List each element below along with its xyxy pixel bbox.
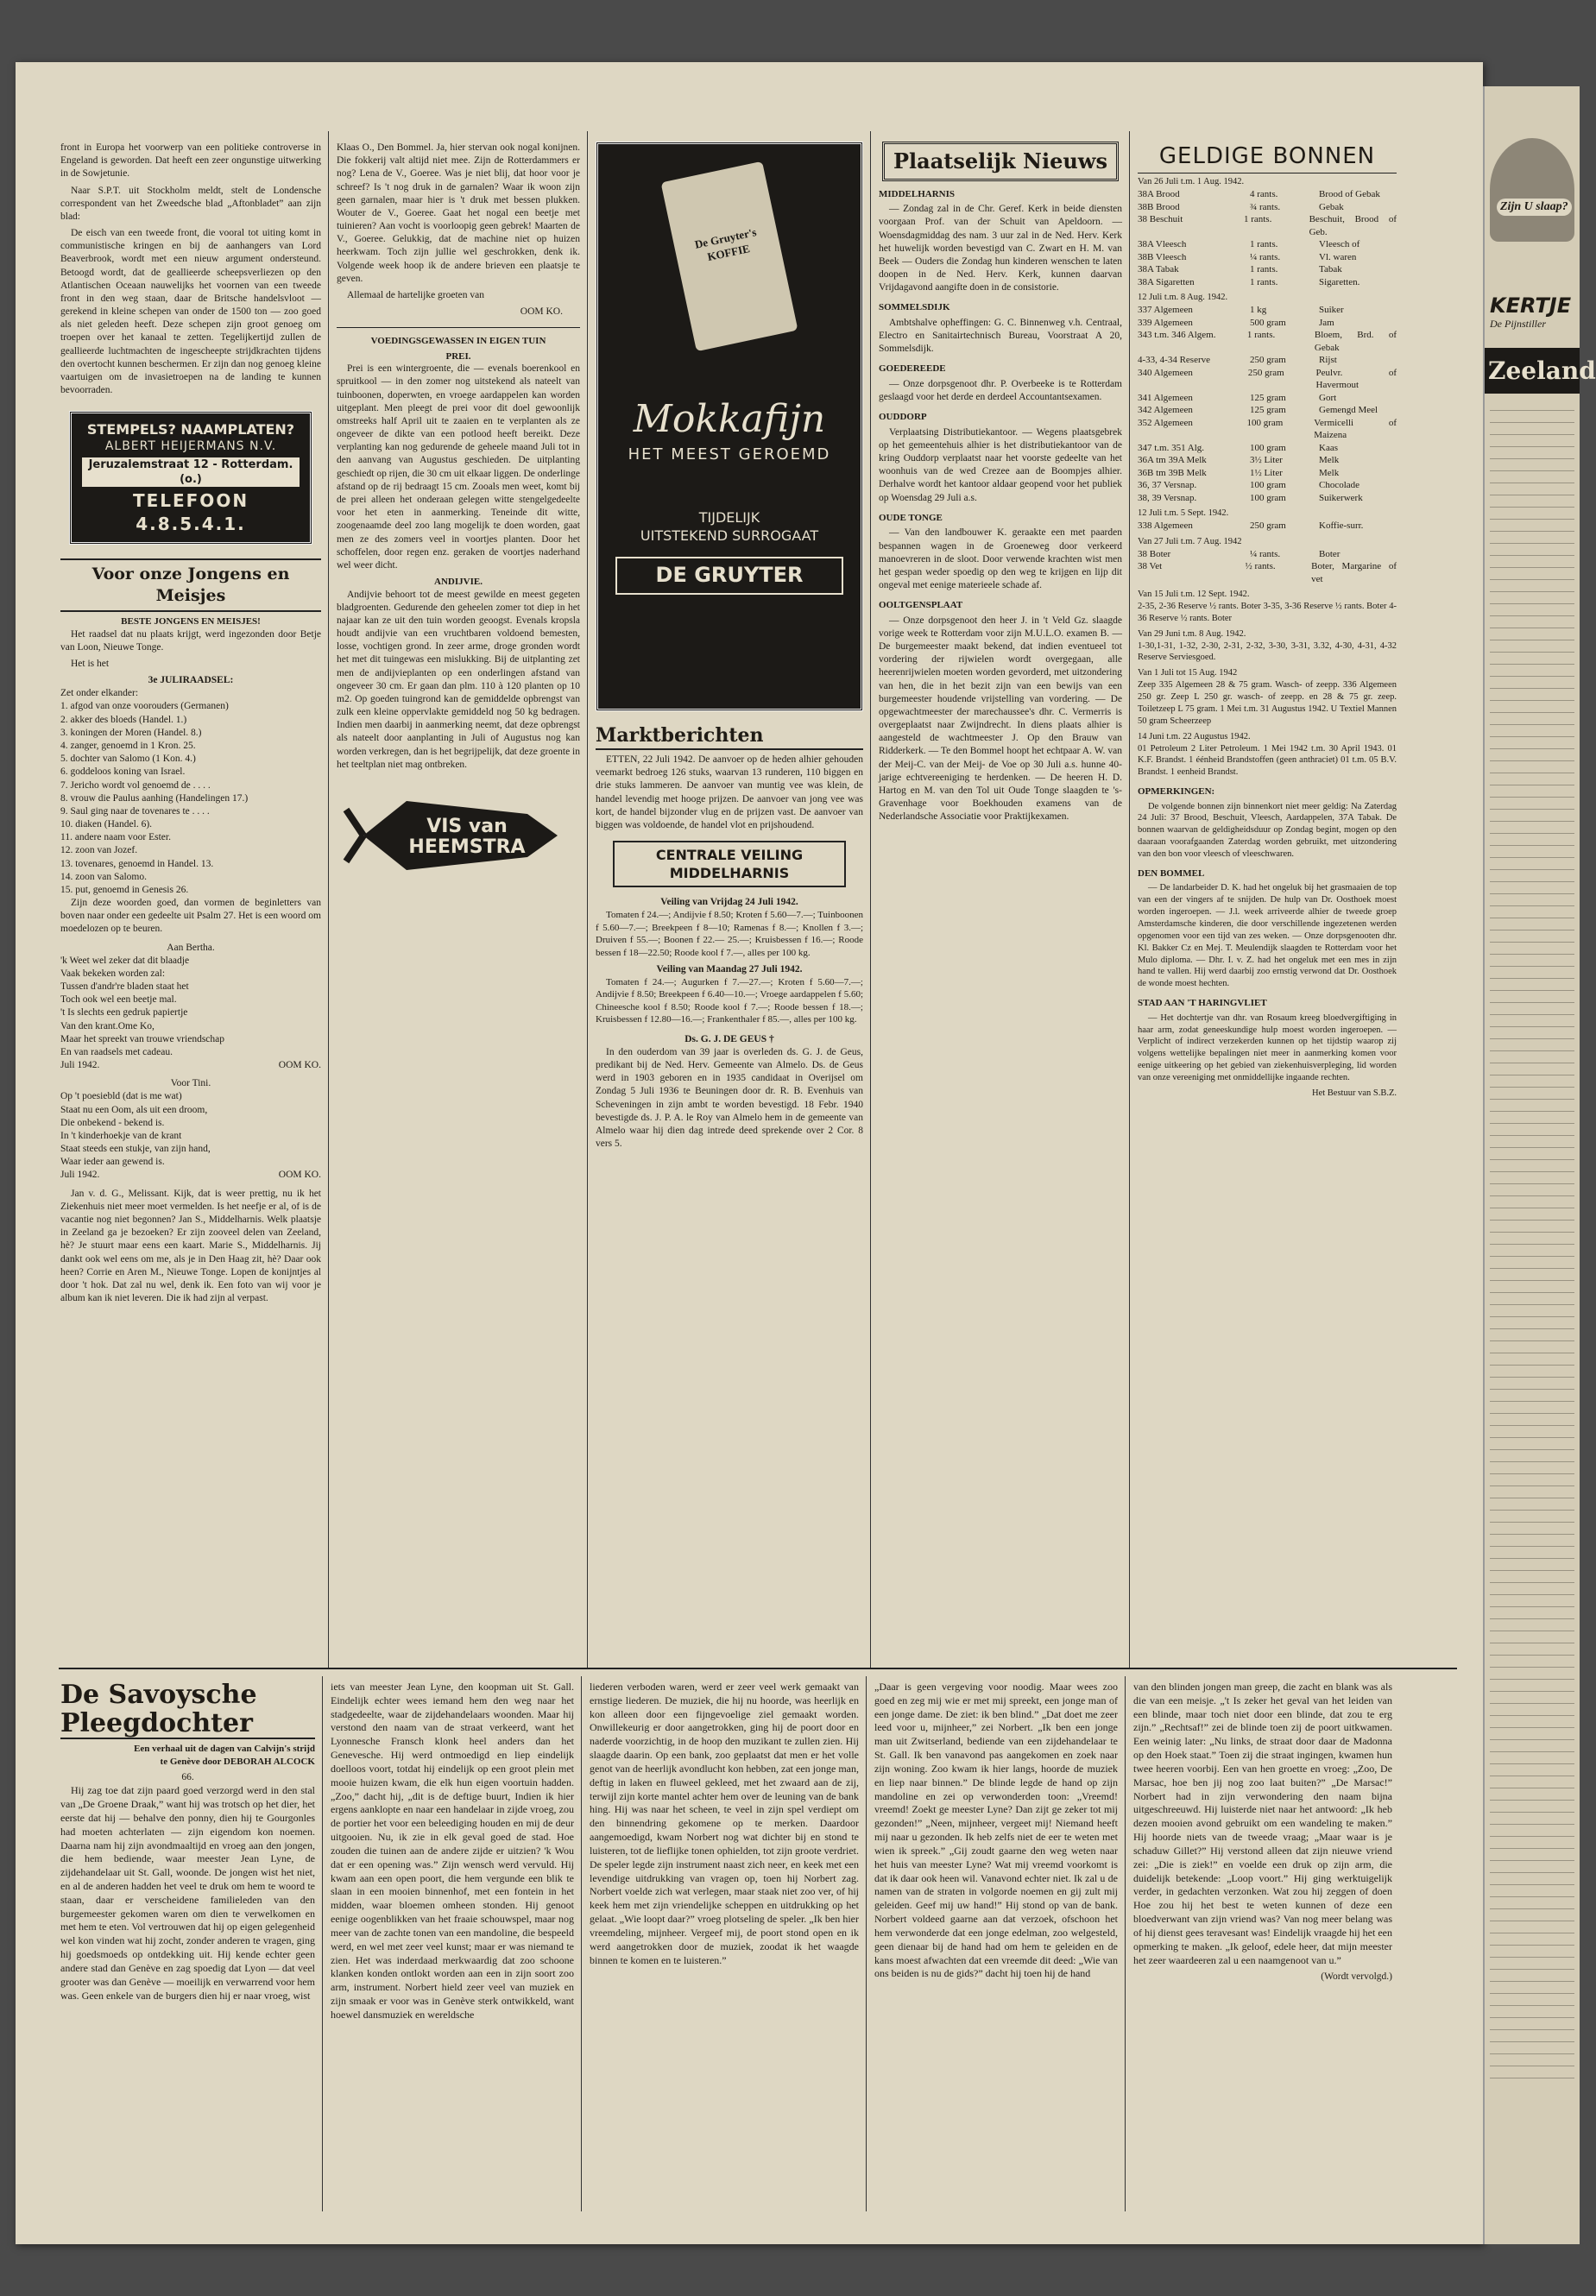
coupon-row — [1138, 454, 1397, 467]
coupon-product: Gebak — [1319, 201, 1344, 212]
coupon-code: 340 Algemeen — [1138, 367, 1193, 378]
coupon-text: 2-35, 2-36 Reserve ½ rants. Boter 3-35, 3-36 Reserve ½ rants. Boter 4-36 Reserve ½ rants. Boter — [1138, 602, 1397, 623]
column-rule — [587, 131, 588, 1668]
column-rule — [866, 1676, 867, 2211]
article-text: De volgende bonnen zijn binnenkort niet meer geldig: Na Zaterdag 24 Juli: 37 Brood, Beschuit, Vleesch, Aardappelen, 37A Tabak. De bonnen waarvan de geldigheidsduur op Zondag begint, mogen op den daaraan voorafgaanden Zaterdag worden gebruikt, met uitzondering van den bon voor vleesch of vleeschwaren. — [1138, 801, 1397, 860]
letters-text: Jan v. d. G., Melissant. Kijk, dat is weer prettig, nu ik het Ziekenhuis niet meer moet vermelden. Is het neefje er al, of is de vacantie nog niet begonnen? Jan S., Middelharnis. Welk plaatsje in Zeeland ga je bezoeken? Er zijn zooveel delen van Zeeland, hè? Je stuurt maar eens een kaart. Marie S., Middelharnis. Jij dankt ook wel eens om me, als je in Den Haag zit, hè? Daar ook heen? Corrie en Aren M., Nieuwe Tonge. Lopen de konijntjes al door 't hok. Dat zal nu wel, denk ik. Een foto van wij voor je album kan ik niet leveren. Die ik had zijn al verpast. — [60, 1188, 321, 1304]
subsection-heading: ANDIJVIE. — [434, 577, 483, 588]
serial-text: iets van meester Jean Lyne, den koopman uit St. Gall. Eindelijk echter wees iemand hem den weg naar het stadgedeelte, waar de zijdehandelaars woonden. Maar hij verstond den naam van de straat verkeerd, want het Lyonnesche Fransch klonk heel anders dan het Genevesche. Hij werd ontmoedigd en liep eindelijk doelloos voort, totdat hij eindelijk op een groot plein met mooie huizen kwam, die elk hun eigen voortuin hadden. „Zoo,” dacht hij, „dit is de deftige buurt, Indien ik hier ergens aanklopte en naar een handelaar in zijde vroeg, zou de portier het voor een beleediging houden en mij de deur uitgooien. Nu, ik zie in elk geval goed de stad. Hoe zouden die tuinen aan de andere zijde er uitzien? 'k Wou dat er een opening was.” Zijn wensch werd vervuld. Hij kwam aan een open poort, die hem vergunde een blik te slaan in een mooien binnenhof, met een fontein in het midden, waar bloemen omheen stonden. Hij genoot eenige oogenblikken van het fraaie schouwspel, maar nog meer van de zachte tonen van een mandoline, die bespeeld werd, en wel met zeer veel kunst; maar er was niemand te zien. Het was inderdaad merkwaardig dat zoo schoone klanken konden ontlokt worden aan een in zijn soort zoo arm, instrument. Norbert hield zeer veel van muziek en zijn smaak er voor was in Genève sterk ontwikkeld, want hoewel dansmuziek en wereldsche — [331, 1681, 574, 2021]
ad-tagline: De Pijnstiller — [1490, 318, 1546, 330]
article-text: Prei is een wintergroente, die — evenals boerenkool en spruitkool — in den zomer nog uitstekend als nateelt van tuinboonen, doperwten, en vroege aardappelen kan worden uitgeplant. Men pleegt de prei voor dit doel gewoonlijk omstreeks half April uit te zaaien en te verplanten als ze ongeveer de dikte van een potlood heeft bereikt. Deze verplanting kan nog gedurende de geheele maand Juli tot in den aanvang van Augustus geschieden. De uitplanting geschiedt op rijen, die 30 cm uit elkaar liggen. De onderlinge afstand op de rij bedraagt 15 cm. Zooals men weet, komt bij de prei alleen het onderaan gelegen witte stengelgedeelte voor het eten in aanmerking. Teneinde dit witte, zoogenaamde deel zoo lang mogelijk te doen worden, gaat men ze des zomers veel in voortjes planten. Door het schoffelen, door regen enz. geraken de voortjes naderhand wel weer dicht. — [337, 363, 580, 571]
coupon-code: 38 Boter — [1138, 548, 1171, 559]
article-text: Naar S.P.T. uit Stockholm meldt, stelt de Londensche correspondent van het Zweedsche blad „Aftonbladet” aan zijn blad: — [60, 185, 321, 222]
coupon-code: 343 t.m. 346 Algem. — [1138, 330, 1216, 341]
period-heading: Van 27 Juli t.m. 7 Aug. 1942 — [1138, 536, 1242, 546]
section-title: Plaatselijk Nieuws — [893, 148, 1107, 173]
coupon-code: 38A Vleesch — [1138, 239, 1187, 250]
coupon-table — [1138, 304, 1397, 504]
ad-text: Zijn U slaap? — [1497, 199, 1572, 216]
coupon-row — [1138, 263, 1397, 276]
article-text: Ambtshalve opheffingen: G. C. Binnenweg v.h. Centraal, Electro en Sanitairtechnisch Bureau, Voorstraat A 20, Sommelsdijk. — [879, 317, 1122, 355]
coupon-text: Zeep 335 Algemeen 28 & 75 gram. Wasch- of zeepp. 336 Algemeen 250 gr. Zeep L 250 gr. wasch- of zeepp. en 28 & 75 gr. zeep. Toiletzeep L 75 gram. 1 Mei t.m. 31 Augustus 1942. U Textiel Mannen 50 gram Scheerzeep — [1138, 680, 1397, 726]
place-heading: GOEDEREEDE — [879, 363, 946, 375]
poem-date: Juli 1942. — [60, 1170, 100, 1181]
poem-author: OOM KO. — [278, 1060, 321, 1071]
poem-line: Toch ook wel een beetje mal. — [60, 994, 177, 1006]
coupon-product: Chocolade — [1319, 480, 1360, 491]
coupon-product: Vl. waren — [1319, 251, 1357, 262]
serial-column-3 — [590, 1681, 859, 2216]
coupon-product: Rijst — [1319, 355, 1337, 366]
greeting: Allemaal de hartelijke groeten van — [347, 289, 485, 300]
article-text: — Zondag zal in de Chr. Geref. Kerk in beide diensten voorgaan Prof. van der Schuit van Apeldoorn. — Woensdagmiddag des nam. 3 uur zal in de Ned. Herv. Kerk het huwelijk worden bevestigd van C. Zwart en H. M. van Beek — Ouders die Zondag hun kinderen wenschen te laten doopen in de Ned. Herv. Kerk, kunnen daarvan Vrijdagavond aangifte doen in de consistorie. — [879, 204, 1122, 293]
ad-brand-name: Mokkafijn — [633, 397, 826, 441]
coupon-product: Melk — [1319, 467, 1340, 478]
poem-line: Van den krant.Ome Ko, — [60, 1020, 155, 1031]
poem-title: Voor Tini. — [170, 1078, 211, 1089]
coupon-amount: 250 gram — [1247, 367, 1284, 378]
article-text: Verplaatsing Distributiekantoor. — Wegens plaatsgebrek op het gemeentehuis alhier is het distributiekantoor van de kring Ouddorp verplaatst naar het voorste gedeelte van het woonhuis van de wed Crezee aan de Boompjes alhier. Derhalve wordt het kantoor aldaar geopend voor het publiek op Woensdag 29 Juli a.s. — [879, 426, 1122, 503]
article-text: Het is het — [71, 658, 110, 669]
list-item: 12. zoon van Jozef. — [60, 845, 138, 856]
coupon-code: 36A tm 39A Melk — [1138, 455, 1207, 466]
coupon-code: 38B Vleesch — [1138, 251, 1187, 262]
article-text: — De landarbeider D. K. had het ongeluk bij het grasmaaien de top van een der vingers af te snijden. De hulp van Dr. Oosthoek moest worden ingeroepen. — J.l. week arriveerde alhier de tweede groep Amsterdamsche kinderen, die door verschillende ingezetenen werden opgenomen voor een tijd van zes weken. — Onze dorpsgenooten dhr. Kl. Bakker Cz en Mej. T. Meulendijk slaagden te Rotterdam voor het Mulo diploma. — Dhr. I. v. Z. had het ongeluk met een mes in zijn hand te vallen. Hij werd daarbij zoo ernstig verwond dat Dr. Oosthoek de wonde moest hechten. — [1138, 883, 1397, 989]
coupon-code: 38, 39 Versnap. — [1138, 492, 1197, 503]
local-news-header — [882, 142, 1119, 181]
column-rule — [870, 131, 871, 1668]
coupon-amount: 1 rants. — [1250, 239, 1278, 250]
poem-date: Juli 1942. — [60, 1060, 100, 1071]
poem-line: Vaak bekeken worden zal: — [60, 968, 166, 979]
coupon-row — [1138, 213, 1397, 238]
coupon-row — [1138, 329, 1397, 354]
list-item: 11. andere naam voor Ester. — [60, 832, 171, 843]
serial-title: De Savoysche — [60, 1680, 257, 1710]
youth-header — [60, 558, 321, 612]
letters-text: Klaas O., Den Bommel. Ja, hier stervan ook nogal konijnen. Die fokkerij valt altijd niet mee. Zijn de Rotterdammers er nog? Lena de V., Goeree. Was je niet blij, dat hoor voor je schreef? Is 't nog druk in de garnalen? Waar ik woon zijn geen garnalen, maar hier is 't druk met bessen plukken. Wouter de V., Goeree. Gaat het nogal een beetje met tuinieren? Aan vocht is voorloopig geen gebrek! Maarten de V., Goeree. Gelukkig, dat de machine niet op huizen heerkwam. Toch zijn jullie wel geschrokken, denk ik. Volgende week hoop ik de andere brieven een plaatsje te geven. — [337, 142, 580, 284]
section-heading: Marktberichten — [596, 723, 863, 750]
coupon-table — [1138, 188, 1397, 288]
coupon-row — [1138, 492, 1397, 505]
ad-company: ALBERT HEIJERMANS N.V. — [104, 439, 277, 454]
poem-line: Die onbekend - bekend is. — [60, 1117, 165, 1128]
coupon-product: Suiker — [1319, 305, 1344, 316]
column-rule — [322, 1676, 323, 2211]
column-1 — [60, 142, 321, 1669]
newspaper-page — [16, 62, 1483, 2244]
coupon-product: Gort — [1319, 392, 1337, 403]
coupon-product: Boter, Margarine of vet — [1311, 561, 1397, 584]
veiling-title: MIDDELHARNIS — [669, 865, 790, 882]
column-rule — [581, 1676, 582, 2211]
coupon-code: 4-33, 4-34 Reserve — [1138, 355, 1211, 366]
place-heading: SOMMELSDIJK — [879, 302, 950, 313]
place-heading: OUDE TONGE — [879, 512, 943, 523]
coupon-amount: 1 rants. — [1243, 214, 1272, 225]
period-heading: 12 Juli t.m. 5 Sept. 1942. — [1138, 508, 1229, 519]
stamp-advertisement — [69, 411, 312, 545]
serial-column-4 — [874, 1681, 1118, 2216]
list-item: 9. Saul ging naar de tovenares te . . . . — [60, 805, 210, 817]
column-2 — [337, 142, 580, 1669]
ad-company: DE GRUYTER — [615, 557, 843, 595]
article-text: front in Europa het voorwerp van een politieke controverse in Engeland is geworden. Dat heeft een zeer ongunstige uitwerking in de Sowjetunie. — [60, 142, 321, 180]
coupon-product: Melk — [1319, 455, 1340, 466]
coupon-code: 38A Tabak — [1138, 264, 1179, 275]
serial-text: van den blinden jongen man greep, die zacht en blank was als die van een meisje. „'t Is zeker het geval van het leiden van een blinde, maar toch niet door een blinde, dat zou te erg zijn.” „Rechtsaf!” zei de blinde toen zij de poort uitkwamen. Een weinig later: „Nu links, de straat door daar de Madonna op den Hoek staat.” Toen zij die straat ingingen, kwamen hun twee heeren voorbij. Een van hen groette en vroeg: „Zoo, De Marsac, hoe ben jij nog zoo laat buiten?” „De Marsac!” Norbert had in zijn verwondering den naam bijna uitgeschreeuwd. Hij luisterde niet naar het antwoord: „Ik heb dezen mooien avond gebruikt om een wandeling te maken.” Hij hoorde niets van de tweede vraag; „Maar waar is je schaduw Gillet?” Hij verstond alleen dat zijn nieuwe vriend zei: „Die is ziek!” en voelde een druk op zijn arm, die duidelijk betekende: „Loop voort.” Hij ging werktuigelijk verder, in gedachten verzonken. Wat zou hij zeggen of doen Hoe zou hij het best te weten kunnen of deze een bloedverwant van zijn vriend was? Van nog meer belang was of hij dienst gees teravesant was! Eindelijk vraagde hij het een opmerking te maken. „Ik geloof, edele heer, dat mijn meester het zeer waardeeren zal u een naamgenoot van u.” — [1133, 1681, 1392, 1966]
coupon-row — [1138, 304, 1397, 317]
list-item: 2. akker des bloeds (Handel. 1.) — [60, 714, 187, 725]
poem-line: Tussen d'andr're bladen staat het — [60, 981, 189, 993]
poem — [60, 955, 321, 1059]
coupon-amount: ¼ rants. — [1250, 548, 1281, 559]
veiling-title: CENTRALE VEILING — [655, 847, 804, 864]
period-heading: 14 Juni t.m. 22 Augustus 1942. — [1138, 731, 1251, 741]
poem-line: Op 't poesiebld (dat is me wat) — [60, 1091, 182, 1102]
place-heading: OUDDORP — [879, 412, 927, 423]
poem-title: Aan Bertha. — [167, 942, 215, 953]
list-item: 6. goddeloos koning van Israel. — [60, 766, 186, 778]
article-text: ETTEN, 22 Juli 1942. De aanvoer op de heden alhier gehouden veemarkt bedroeg 126 stuks, waarvan 13 runderen, 110 biggen en drie stuks lammeren. De aanvoer van muntig vee was klein, de handel levendig met hooge prijzen. De aanvoer van jong vee was kort, de handel bijzonder vlug en de prijzen vast. De aanvoer van biggen was voldoende, de handel vlot en prijshoudend. — [596, 754, 863, 830]
article-text: Het raadsel dat nu plaats krijgt, werd ingezonden door Betje van Loon, Nieuwe Tonge. — [60, 628, 321, 653]
list-item: 14. zoon van Salomo. — [60, 871, 147, 882]
period-heading: Van 29 Juni t.m. 8 Aug. 1942. — [1138, 628, 1246, 639]
poem-line: Maar het spreekt van trouwe vriendschap — [60, 1033, 224, 1044]
adjacent-page — [1483, 86, 1596, 2244]
coupon-amount: 250 gram — [1250, 355, 1286, 366]
ad-address: Jeruzalemstraat 12 - Rotterdam. (o.) — [82, 457, 300, 487]
list-item: 8. vrouw die Paulus aanhing (Handelingen 17.) — [60, 792, 249, 804]
coupon-row — [1138, 548, 1397, 561]
article-text: De eisch van een tweede front, die vooral tot uiting komt in communistische kringen en bij de aanhangers van Lord Beaverbrook, wordt met een nieuw argument ondersteund. Betoogd wordt, dat de geallieerde scheepsverliezen op den Atlantischen Oceaan nauwelijks het voornen van een tweede front in den weg staan, daar de Britsche handelsvloot — gerekend in kleine schepen van onder de 1500 ton — zoo goed als niet geleden heeft. Deze schepen zijn groot genoeg om troepen over het kanaal te zetten. Tegelijkertijd zullen de geallieerde luchtmachten de ingescheepte strijdkrachten tijdens den overtocht kunnen beschermen. Er zijn dan nog genoeg kleine vaartuigen om de invasietroepen na de landing te kunnen bevoorraden. — [60, 228, 321, 396]
coupon-code: 38 Vet — [1138, 561, 1163, 572]
place-heading: STAD AAN 'T HARINGVLIET — [1138, 998, 1267, 1009]
ad-line: UITSTEKEND SURROGAAT — [640, 527, 819, 544]
ad-brand: KERTJE — [1490, 293, 1572, 318]
article-text: — Het dochtertje van dhr. van Rosaum kreeg bloedvergiftiging in haar arm, zodat geneeskundige hulp moest worden ingeroepen. — Verplicht of indirect verzekerden kunnen op het tijdstip waarop zij volgens wettelijke bepalingen niet meer in aanmerking komen voor eenige uitkeering op het gebied van ziekenhuisverpleging, lid worden van onze vereeniging met onmiddellijke ingaande rechten. — [1138, 1012, 1397, 1082]
place-heading: MIDDELHARNIS — [879, 188, 956, 199]
list-item: 7. Jericho wordt vol genoemd de . . . . — [60, 779, 211, 791]
coupon-code: 38B Brood — [1138, 201, 1180, 212]
coupon-code: 338 Algemeen — [1138, 520, 1193, 532]
coupon-code: 347 t.m. 351 Alg. — [1138, 442, 1205, 453]
coupon-amount: 125 gram — [1250, 392, 1286, 403]
youth-title: Voor onze Jongens en Meisjes — [91, 564, 290, 606]
coupon-product: Vermicelli of Maizena — [1314, 417, 1397, 441]
poem-line: In 't kinderhoekje van de krant — [60, 1130, 182, 1141]
coupon-code: 38A Brood — [1138, 189, 1180, 200]
column-rule — [1129, 131, 1130, 1668]
section-heading: VOEDINGSGEWASSEN IN EIGEN TUIN — [370, 336, 546, 347]
coupon-row — [1138, 442, 1397, 455]
coupon-product: Gemengd Meel — [1319, 405, 1378, 416]
column-3 — [596, 142, 863, 1669]
coupon-table — [1138, 548, 1397, 586]
text-strip — [1490, 402, 1574, 2085]
coupon-row — [1138, 467, 1397, 480]
coupon-amount: ½ rants. — [1245, 561, 1276, 572]
coupon-amount: ¾ rants. — [1250, 201, 1281, 212]
poem-line: Waar ieder aan gewend is. — [60, 1157, 165, 1168]
column-rule — [328, 131, 329, 1668]
poem-line: 'k Weet wel zeker dat dit blaadje — [60, 955, 190, 966]
article-text: Zijn deze woorden goed, dan vormen de beginletters van boven naar onder een gedeelte uit Psalm 27. Het is een woord om moedelozen op te beuren. — [60, 898, 321, 935]
coupon-code: 341 Algemeen — [1138, 392, 1193, 403]
column-rule — [1125, 1676, 1126, 2211]
coupon-row — [1138, 520, 1397, 533]
coupon-amount: 1 rants. — [1246, 330, 1276, 341]
coupon-row — [1138, 367, 1397, 392]
coupon-row — [1138, 251, 1397, 264]
coupon-text: 01 Petroleum 2 Liter Petroleum. 1 Mei 1942 t.m. 30 April 1943. 01 K.F. Brandst. 1 éénheid Brandstoffen (geen anthraciet) 01 t.m. 05 B.V. Brandst. 1 eenheid Brandst. — [1138, 743, 1397, 778]
coupon-code: 337 Algemeen — [1138, 305, 1193, 316]
ad-text: VIS van HEEMSTRA — [408, 815, 526, 859]
coupon-amount: 4 rants. — [1250, 189, 1278, 200]
coffee-package: De Gruyter's KOFFIE — [661, 161, 798, 352]
coupon-amount: 1 rants. — [1250, 276, 1278, 287]
coupon-product: Beschuit, Brood of Geb. — [1309, 214, 1397, 237]
ad-line: TIJDELIJK — [698, 508, 760, 526]
coupon-row — [1138, 238, 1397, 251]
coupon-code: 352 Algemeen — [1138, 417, 1193, 428]
place-heading: OOLTGENSPLAAT — [879, 600, 963, 611]
veiling-date: Veiling van Vrijdag 24 Juli 1942. — [660, 897, 798, 908]
coupon-amount: 125 gram — [1250, 405, 1286, 416]
coupon-product: Suikerwerk — [1319, 492, 1363, 503]
coupon-code: 342 Algemeen — [1138, 405, 1193, 416]
coupon-code: 38A Sigaretten — [1138, 276, 1195, 287]
coupon-row — [1138, 417, 1397, 442]
period-heading: 12 Juli t.m. 8 Aug. 1942. — [1138, 293, 1228, 303]
article-text: In den ouderdom van 39 jaar is overleden ds. G. J. de Geus, predikant bij de Ned. Herv. Gemeente van Almelo. Ds. de Geus werd in 1903 geboren en in 1935 candidaat in Overijsel om Zondag 5 Juli 1936 te Beuningen door dr. R. B. Evenhuis van Scheveningen in zijn ambt te worden bevestigd. 18 Febr. 1940 bevestigde ds. J. P. A. le Roy van Almelo hem in de gemeente van Almelo waar hij dien dag intrede deed sprekende over 2 Cor. 8 vers 5. — [596, 1046, 863, 1150]
article-text: — Onze dorpsgenoot den heer J. in 't Veld Gz. slaagde vorige week te Rotterdam voor zijn M.U.L.O. examen B. — De burgemeester maakt bekend, dat indien eventueel tot vordering der rijwielen wordt overgegaan, alle heerenrijwielen moeten worden gevorderd, met uitzondering van hen, die in het bezit zijn van een bewijs van een burgemeester houdende vrijstelling van vordering. — De opgewachtmeester der marechaussee's dhr. C. Vermerris is overgeplaatst naar Zwijndrecht. In diens plaats alhier is aangesteld de wachtmeester J. Op den Brauw van Ridderkerk. — Te den Bommel hoopt het echtpaar A. W. van der Meij-C. van der Meij- de Voe op 30 Juli a.s. hunne 40-jarige echtvereeniging te herdenken. — De heeren H. D. Hartog en M. van den Tol uit Oude Tonge slaagden te 's-Gravenhage voor Boekhouden examens van de Nederlandsche Associatie voor Praktijkexamen. — [879, 615, 1122, 823]
coupon-product: Tabak — [1319, 264, 1342, 275]
coupon-amount: 1 kg — [1250, 305, 1267, 316]
coupon-product: Vleesch of — [1319, 239, 1360, 250]
serial-column-5 — [1133, 1681, 1392, 2216]
list-item: 4. zanger, genoemd in 1 Kron. 25. — [60, 740, 196, 751]
coupon-row — [1138, 404, 1397, 417]
coupon-amount: 100 gram — [1246, 417, 1284, 428]
coupon-product: Boter — [1319, 548, 1341, 559]
poem-signature — [60, 1169, 321, 1182]
fish-advertisement — [355, 784, 562, 887]
ad-tagline: HET MEEST GEROEMD — [628, 445, 831, 464]
poem-line: Staat nu een Oom, als uit een droom, — [60, 1104, 208, 1115]
ad-phone: TELEFOON 4.8.5.4.1. — [132, 490, 249, 534]
ad-headline: STEMPELS? NAAMPLATEN? — [86, 421, 295, 438]
column-4 — [879, 142, 1122, 1669]
coupon-code: 36B tm 39B Melk — [1138, 467, 1207, 478]
coupon-code: 38 Beschuit — [1138, 214, 1183, 225]
riddle-title: 3e JULIRAADSEL: — [148, 675, 234, 686]
article-text: Tomaten f 24.—; Augurken f 7.—27.—; Kroten f 5.60—7.—; Andijvie f 8.50; Breekpeen f 6.40—10.—; Vroege aardappelen f 5.60; Chineesche kool f 8.50; Roode kool f 7.—; Roode bessen f 18.—; Kruisbessen f 12.80—16.—; Frankenthaler f 85.—, alles per 100 kg. — [596, 976, 863, 1025]
list-item: 1. afgod van onze voorouders (Germanen) — [60, 701, 229, 712]
column-5 — [1138, 142, 1397, 1669]
list-item: 5. dochter van Salomo (1 Kon. 4.) — [60, 754, 196, 765]
serial-column-1 — [60, 1681, 315, 2216]
poem-line: 't Is slechts een gedruk papiertje — [60, 1007, 188, 1019]
signature: OOM KO. — [520, 306, 563, 318]
coupon-text: 1-30,1-31, 1-32, 2-30, 2-31, 2-32, 3-30, 3-31, 3.32, 4-30, 4-31, 4-32 Reserve Serviesgoed. — [1138, 640, 1397, 663]
article-text: — Van den landbouwer K. geraakte een met paarden bespannen wagen in de Groeneweg door verkeerd manoevreren in de sloot. Door verwende krachten wist men het gespan weder spoedig op den weg te krijgen en lijp dit ongeval met eenige materieele schade af. — [879, 527, 1122, 591]
serial-title: Pleegdochter — [60, 1709, 315, 1739]
serial-text: Hij zag toe dat zijn paard goed verzorgd werd in den stal van „De Groene Draak,” want hij was trotsch op het dier, het eerste dat hij — behalve den ponny, dien hij te Gourgonles had moeten achterlaten — zijn eigendom kon noemen. Daarna nam hij zijn avondmaaltijd en vroeg aan den jongen, die hem bediende, waar meester Jean Lyne, de zijdehandelaar uit St. Gall, woonde. De jongen wist het niet, en al de anderen hadden het veel te druk om hem te woord te staan, daar er verscheidene familieleden van den burgemeester gekomen waren om dien te verwelkomen en met hem te eten. Vol vertrouwen dat hij op eigen gelegenheid wel kon vinden wat hij zocht, zonder anderen te vragen, ging hij goedsmoeds op ontdekking uit. Hij kende echter geen andere stad dan Genève en zag spoedig dat Lyon — dat veel grooter was dan Genève — moeilijk en verwarrend voor hem was. Geen enkele van de burgers dien hij er naar vroeg, wist — [60, 1784, 315, 2002]
coupon-row — [1138, 276, 1397, 289]
list-item: 13. tovenares, genoemd in Handel. 13. — [60, 858, 214, 869]
coupon-product: Koffie-surr. — [1319, 520, 1364, 532]
section-title: Zeeland — [1485, 348, 1580, 394]
poem-signature — [60, 1059, 321, 1072]
sleep-ad-image — [1490, 138, 1574, 242]
subsection-heading: PREI. — [445, 350, 471, 362]
coupon-product: Sigaretten. — [1319, 276, 1360, 287]
section-title: GELDIGE BONNEN — [1158, 143, 1376, 169]
coupon-row — [1138, 188, 1397, 201]
coupon-product: Brood of Gebak — [1319, 189, 1380, 200]
coupon-amount: 1½ Liter — [1250, 467, 1283, 478]
coffee-advertisement — [596, 142, 863, 711]
period-heading: Van 1 Juli tot 15 Aug. 1942 — [1138, 668, 1238, 678]
poem-line: En van raadsels met cadeau. — [60, 1046, 173, 1057]
serial-text: „Daar is geen vergeving voor noodig. Maar wees zoo goed en zeg mij wie er met mij spreekt, een jonge man of een jonge dame. De ziet: ik ben blind.” „Dat doet me zeer leed voor u, mijnheer,” zei Norbert. „Ik ben een jonge man uit Zwitserland, bediende van een zijdehandelaar te St. Gall. Ik ben vanavond pas aangekomen en zoek naar zijn woning. Zoo kwam ik hier langs, hoorde de muziek en liep naar binnen.” De blinde legde de hand op zijn mandoline en zei op verwonderden toon: „Vreemd! vreemd! Zoekt ge meester Lyne? Dan zijt ge zeker tot mij gezonden!” „Neen, mijnheer, vergeet mij! Niemand heeft mij naar u gezonden. Ik heb zelfs niet de eer te weten met wien ik spreek.” „Gij zoudt gaarne den weg weten naar het huis van meester Lyne? Wat mij vreemd voorkomt is dat ik daar ook heen wil. Vanavond echter niet. Ik zal u de namen van de straten in volgorde noemen en gij zult mij geleiden. Geef mij uw hand!” Hij stond op van de bank. Norbert voldeed gaarne aan dat verzoek, ofschoon het hem verwonderde dat een jonge edelman, zoo welgesteld, geen dienaar bij de hand had om hem te geleiden en de kans moest afwachten dat een vreemde dit deed: „Wie van ons beiden is nu de gids?” dacht hij toen hij de hand — [874, 1681, 1118, 1980]
serial-subtitle: Een verhaal uit de dagen van Calvijn's strijd te Genève door DEBORAH ALCOCK — [134, 1744, 315, 1767]
coupon-amount: 100 gram — [1250, 492, 1286, 503]
coupon-product: Kaas — [1319, 442, 1338, 453]
coupon-amount: 250 gram — [1250, 520, 1286, 532]
notes-heading: OPMERKINGEN: — [1138, 786, 1215, 798]
coupon-product: Bloem, Brd. of Gebak — [1314, 330, 1397, 353]
coupon-row — [1138, 479, 1397, 492]
coupon-product: Jam — [1319, 317, 1334, 328]
veiling-box — [613, 841, 846, 887]
coupon-row — [1138, 560, 1397, 585]
signature: Het Bestuur van S.B.Z. — [1312, 1088, 1397, 1098]
veiling-date: Veiling van Maandag 27 Juli 1942. — [656, 963, 803, 975]
period-heading: Van 26 Juli t.m. 1 Aug. 1942. — [1138, 177, 1245, 187]
coupon-code: 36, 37 Versnap. — [1138, 480, 1197, 491]
episode-number: 66. — [181, 1772, 194, 1783]
coupon-row — [1138, 354, 1397, 367]
article-text: Andijvie behoort tot de meest gewilde en meest gegeten bladgroenten. Gedurende den geheelen zomer tot diep in het najaar kan ze uit den tuin worden geoogst. Evenals kropsla houdt andijvie van een vruchtbaren voldoend bemesten, losse, vochtigen grond. In zeer arme, droge gronden wordt het met dit tuingewas een mislukking. Bij de uitplanting zet men de andijvieplanten op een onderlingen afstand van ongeveer 30 cm. Er gaan dan plm. 110 à 120 planten op 10 m2. Op goeden tuingrond kan de gemiddelde opbrengst van zulk een kleine oppervlakte gemiddeld nog 50 kg bedragen. Indien men daarbij in aanmerking neemt, dat deze opbrengst als nateelt door aanplanting in Juli of Augustus nog kan worden verkregen, dan is het begrijpelijk, dat deze groente in het teeltplan niet mag ontbreken. — [337, 589, 580, 770]
list-item: 10. diaken (Handel. 6). — [60, 819, 153, 830]
serial-column-2 — [331, 1681, 574, 2216]
poem-author: OOM KO. — [278, 1170, 321, 1181]
to-be-continued: (Wordt vervolgd.) — [1321, 1971, 1392, 1983]
coupon-amount: 3½ Liter — [1250, 455, 1283, 466]
period-heading: Van 15 Juli t.m. 12 Sept. 1942. — [1138, 590, 1250, 600]
article-text: — Onze dorpsgenoot dhr. P. Overbeeke is te Rotterdam geslaagd voor het derde en derdeel Accountantsexamen. — [879, 378, 1122, 403]
coupon-row — [1138, 317, 1397, 330]
coupon-amount: 100 gram — [1250, 442, 1286, 453]
coupon-amount: 500 gram — [1250, 317, 1286, 328]
coupon-row — [1138, 201, 1397, 214]
coupon-product: Peulvr. of Havermout — [1315, 367, 1397, 391]
list-item: 3. koningen der Moren (Handel. 8.) — [60, 727, 202, 738]
coupon-code: 339 Algemeen — [1138, 317, 1193, 328]
serial-text: liederen verboden waren, werd er zeer veel werk gemaakt van ernstige liederen. De muziek, die hij nu hoorde, was heerlijk en kon alleen door een fijngevoelige ziel gemaakt worden. Onwillekeurig er door aangetrokken, ging hij de poort door en naderde voorzichtig, in de hoop den muzikant te zullen zien. Hij slaagde daarin. Op een bank, zoo geplaatst dat men er het volle genot van de heerlijk avondlucht kon hebben, zat een jonge man, deftig in laken en fluweel gekleed, met het zwaard aan de zij, terwijl zijn korte mantel achter hem over de leuning van de bank hing. Hij was naar het scheen, te veel in zijn spel verdiept om den binnendring gekomene op te merken. Daardoor aangemoedigd, kwam Norbert nog wat dichter bij en stond te luisteren, tot de lieflijke tonen ophielden, tot zijn groote verdriet. De speler legde zijn instrument naast zich neer, en keek met een levendige uitdrukking van vragen op, toen hij Norbert zag. Norbert voelde zich wat verlegen, maar staak niet zoo ver, of hij keek hem met zijn vriendelijke scheppen en uitdrukking op het gelaat. „Wie loopt daar?” vroeg plotseling de speler. „Ik ben hier vreemdeling, mijnheer. Vergeef mij, de poort stond open en ik werd aangetrokken door de muziek, zoodat ik het waagde binnen te komen en te luisteren.” — [590, 1681, 859, 1966]
list-item: 15. put, genoemd in Genesis 26. — [60, 884, 189, 895]
coupon-amount: 100 gram — [1250, 480, 1286, 491]
riddle-list — [60, 687, 321, 897]
coupon-row — [1138, 392, 1397, 405]
youth-subtitle: BESTE JONGENS EN MEISJES! — [121, 616, 261, 628]
place-heading: DEN BOMMEL — [1138, 867, 1205, 879]
coupon-table — [1138, 520, 1397, 533]
obituary-heading: Ds. G. J. DE GEUS † — [684, 1033, 774, 1044]
list-item: Zet onder elkander: — [60, 688, 139, 699]
coupon-amount: 1 rants. — [1250, 264, 1278, 275]
article-text: Tomaten f 24.—; Andijvie f 8.50; Kroten f 5.60—7.—; Tuinboonen f 5.60—7.—; Breekpeen f 8—10; Ramenas f 8.—; Knollen f 3.—; Druiven f 55.—; Boonen f 22.— 25.—; Kruisbessen f 16.—; Roode bessen f 18—22.50; Roode kool f 7.—, alles per 100 kg. — [596, 910, 863, 958]
coupon-amount: ¼ rants. — [1250, 251, 1281, 262]
poem — [60, 1090, 321, 1169]
poem-line: Staat steeds een stukje, van zijn hand, — [60, 1144, 211, 1155]
